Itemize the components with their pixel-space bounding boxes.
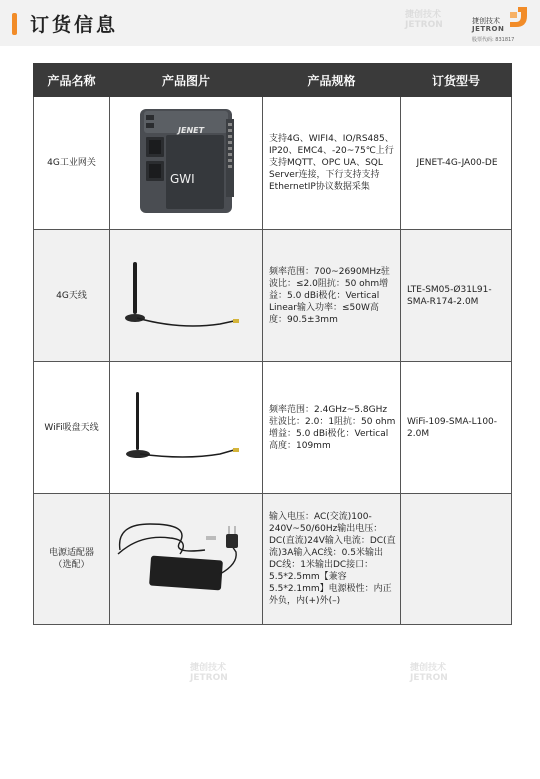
- header-accent-bar: [12, 13, 17, 35]
- page-header: [0, 0, 540, 46]
- column-header-product-spec: 产品规格: [263, 64, 401, 97]
- product-name: 电源适配器 （选配）: [34, 494, 110, 625]
- 4g-antenna-image: [110, 230, 261, 357]
- product-image-power-adapter: [110, 494, 263, 625]
- order-model: LTE-SM05-Ø31L91-SMA-R174-2.0M: [401, 230, 512, 362]
- company-logo: [472, 4, 534, 44]
- wifi-antenna-image: [110, 362, 261, 489]
- order-model: [401, 494, 512, 625]
- table-row: [34, 362, 512, 494]
- column-header-order-model: 订货型号: [401, 64, 512, 97]
- order-model: JENET-4G-JA00-DE: [401, 97, 512, 230]
- logo-brand-name: JETRON: [472, 25, 505, 33]
- ordering-info-table: [33, 63, 512, 625]
- product-spec: 支持4G、WIFI4、IO/RS485、IP20、EMC4、-20~75℃上行支持MQTT、OPC UA、SQL Server连接，下行支持支持EthernetIP协议数据采集: [263, 97, 401, 230]
- gateway-device-image: [110, 97, 261, 225]
- watermark: 捷创技术 JETRON: [190, 663, 228, 683]
- table-header-row: [34, 64, 512, 97]
- product-image-4g-antenna: [110, 230, 263, 362]
- logo-mark-icon: [508, 6, 528, 28]
- column-header-product-name: 产品名称: [34, 64, 110, 97]
- logo-company-name: 捷创技术: [472, 17, 500, 25]
- product-image-gateway: [110, 97, 263, 230]
- table-row: [34, 230, 512, 362]
- product-image-wifi-antenna: [110, 362, 263, 494]
- product-spec: 频率范围：2.4GHz~5.8GHz驻波比：2.0：1阻抗：50 ohm增益：5.0 dBi极化：Vertical高度：109mm: [263, 362, 401, 494]
- logo-stock-code: 股票代码: 831817: [472, 37, 515, 43]
- table-row: [34, 97, 512, 230]
- page-title: 订货信息: [30, 14, 119, 36]
- watermark: 捷创技术 JETRON: [410, 663, 448, 683]
- column-header-product-image: 产品图片: [110, 64, 263, 97]
- product-name: 4G天线: [34, 230, 110, 362]
- product-name: WiFi吸盘天线: [34, 362, 110, 494]
- table-row: [34, 494, 512, 625]
- product-spec: 频率范围：700~2690MHz驻波比：≤2.0阻抗：50 ohm增益：5.0 dBi极化：Vertical Linear输入功率：≤50W高度：90.5±3mm: [263, 230, 401, 362]
- device-brand-label: JENET: [178, 126, 205, 135]
- device-model-label: GWI: [170, 172, 195, 186]
- watermark: 捷创技术 JETRON: [405, 10, 443, 30]
- power-adapter-image: [110, 494, 261, 620]
- order-model: WiFi-109-SMA-L100-2.0M: [401, 362, 512, 494]
- product-name: 4G工业网关: [34, 97, 110, 230]
- product-spec: 输入电压：AC(交流)100-240V~50/60Hz输出电压：DC(直流)24V输入电流：DC(直流)3A输入AC线：0.5米输出DC线：1米输出DC接口：5.5*2.5mm【兼容5.5*2.1mm】电源极性：内正外负，内(+)外(–): [263, 494, 401, 625]
